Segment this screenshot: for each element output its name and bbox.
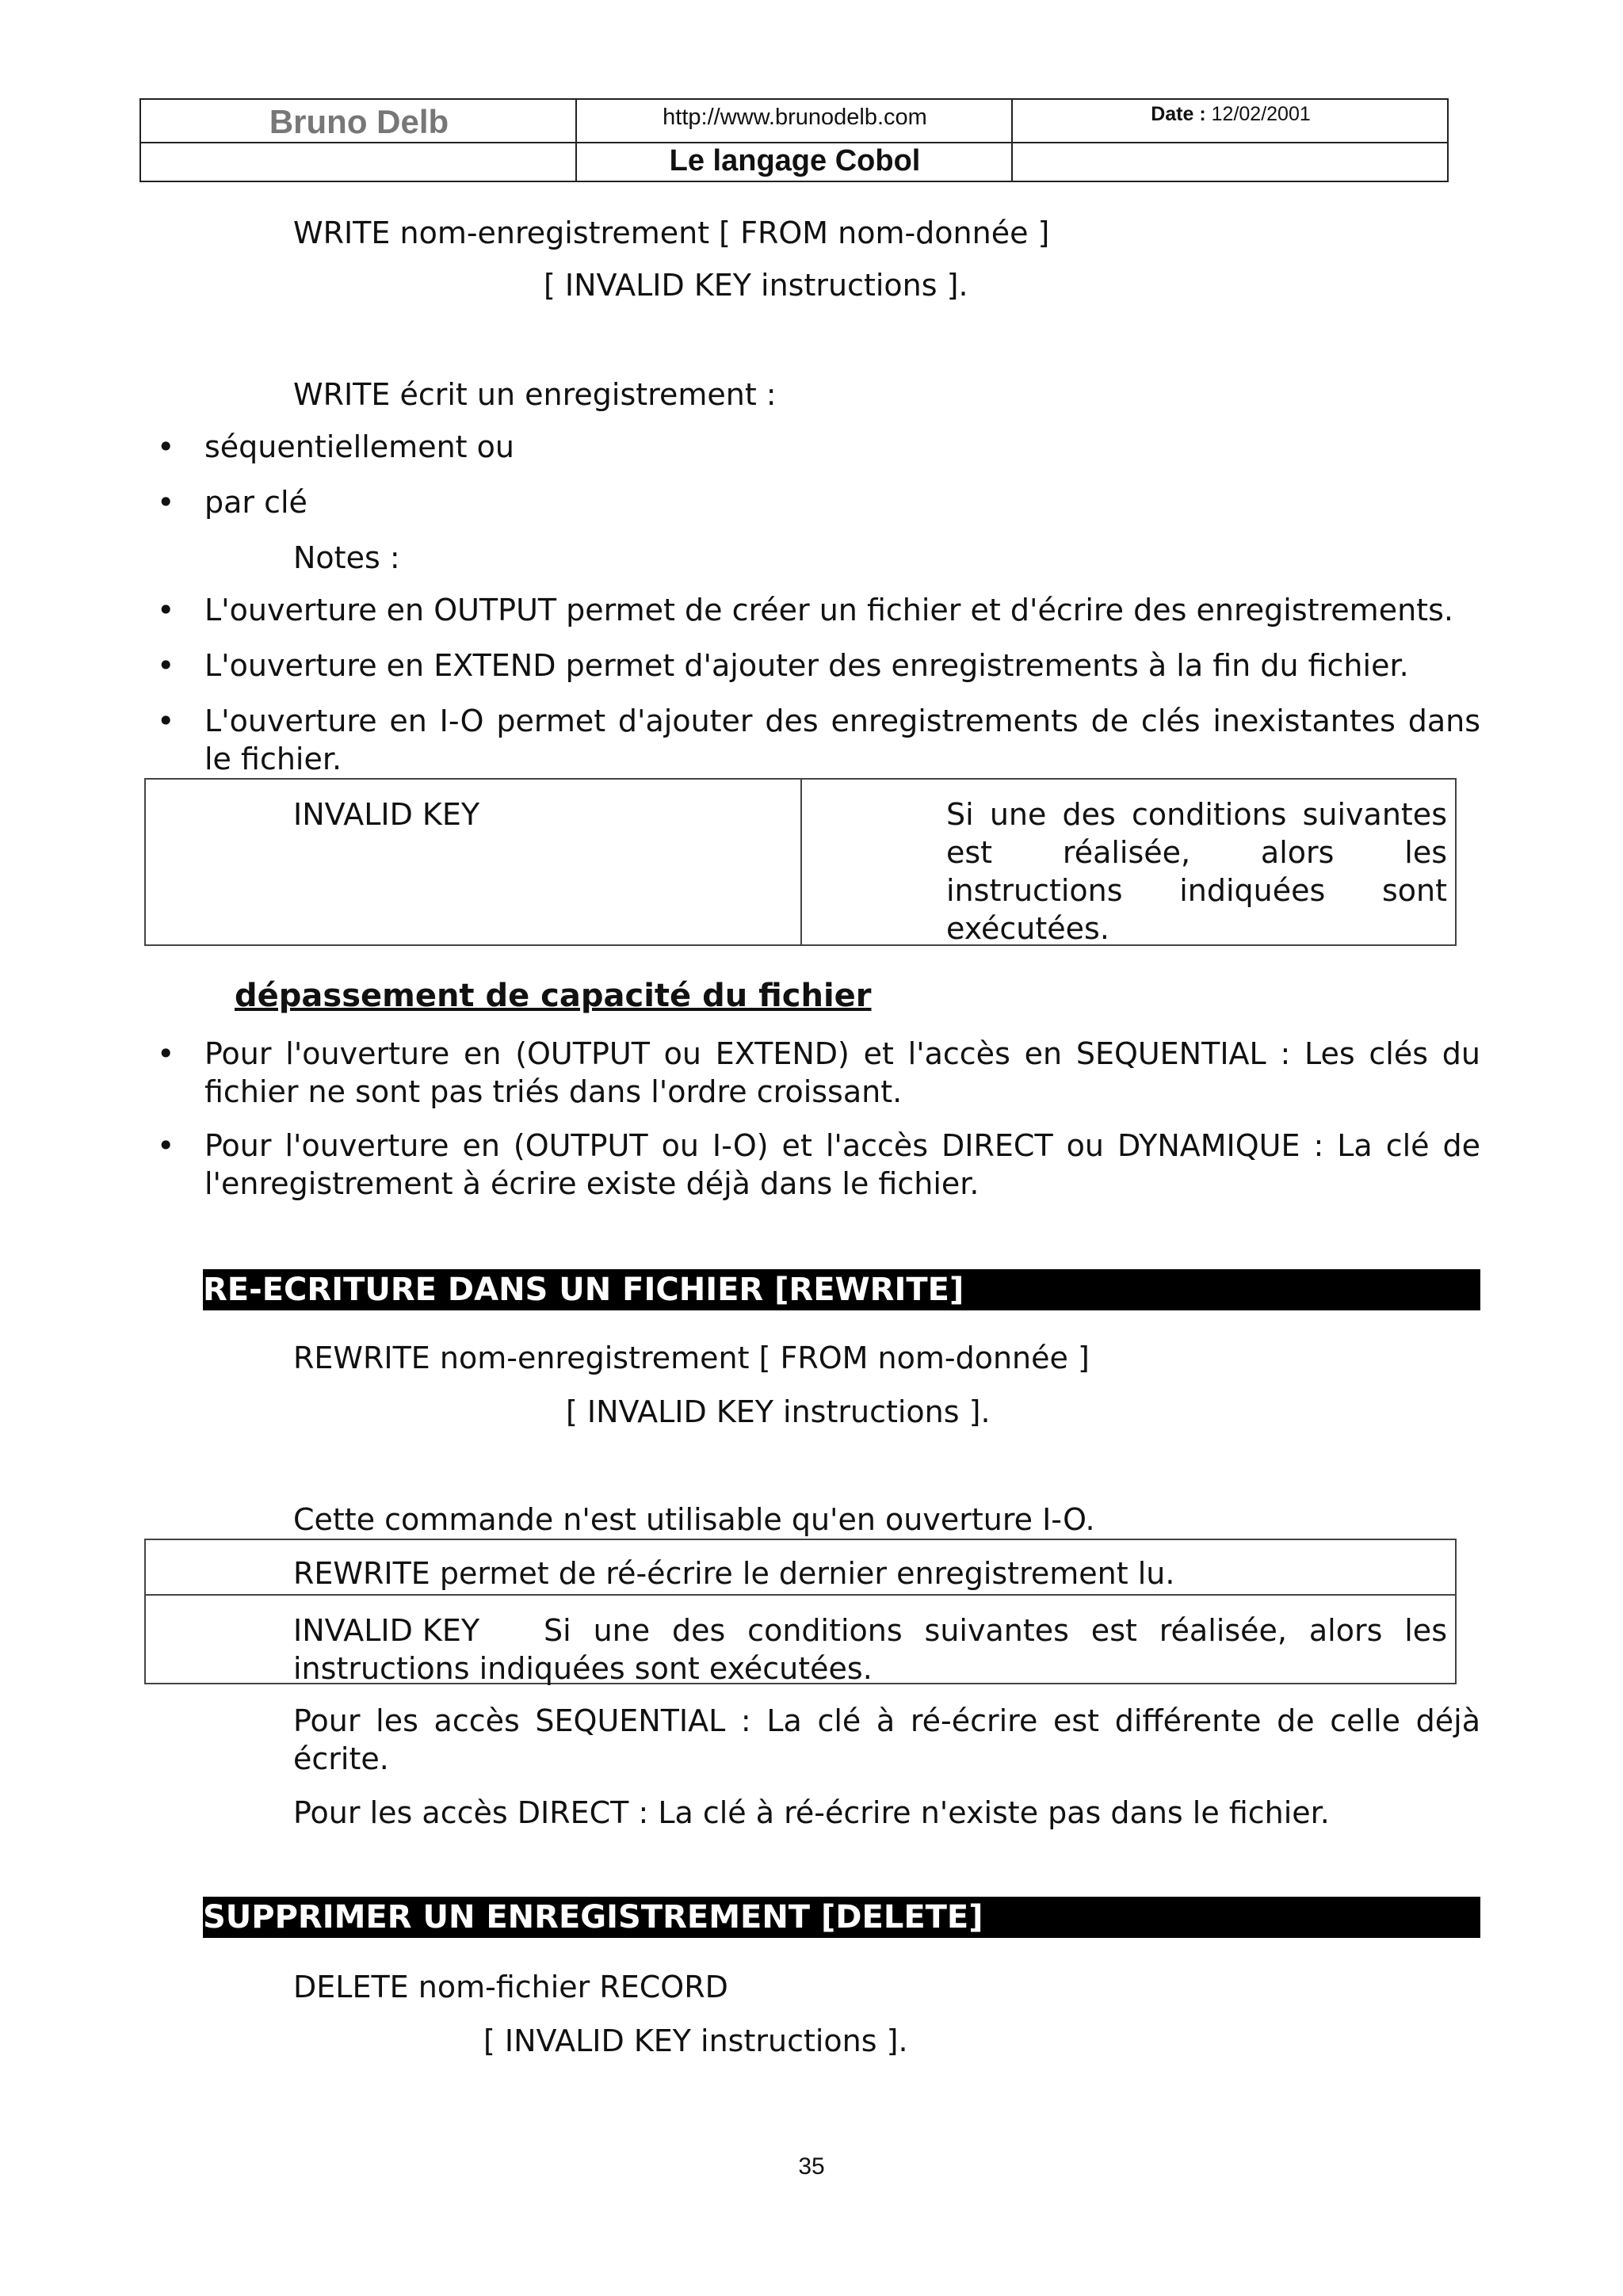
page-number: 35	[798, 2153, 825, 2180]
note-item: L'ouverture en OUTPUT permet de créer un fichier et d'écrire des enregistrements.	[204, 593, 1453, 627]
rewrite-direct-note: Pour les accès DIRECT : La clé à ré-écrire n'existe pas dans le fichier.	[293, 1795, 1330, 1830]
bullet-icon: •	[157, 648, 175, 683]
rewrite-invalid-key-label: INVALID KEY	[293, 1613, 480, 1648]
rewrite-invalid-key-desc-cont: instructions indiquées sont exécutées.	[293, 1651, 873, 1686]
rewrite-syntax-line1: REWRITE nom-enregistrement [ FROM nom-donnée ]	[293, 1341, 1090, 1375]
rewrite-section-heading: RE-ECRITURE DANS UN FICHIER [REWRITE]	[203, 1269, 1480, 1310]
capacity-subheading: dépassement de capacité du fichier	[235, 978, 872, 1014]
table-divider	[800, 780, 802, 944]
bullet-icon: •	[157, 1036, 175, 1071]
bullet-icon: •	[157, 704, 175, 738]
write-intro: WRITE écrit un enregistrement :	[293, 377, 777, 412]
table-divider	[146, 1594, 1455, 1596]
author-name: Bruno Delb	[269, 103, 449, 140]
note-item: L'ouverture en I-O permet d'ajouter des enregistrements de clés inexistantes dans le fichier.	[204, 704, 1480, 776]
note-item: L'ouverture en EXTEND permet d'ajouter des enregistrements à la fin du fichier.	[204, 648, 1409, 683]
bullet-icon: •	[157, 485, 175, 520]
invalid-key-description: Si une des conditions suivantes est réalisée, alors les instructions indiquées sont exécutées.	[946, 797, 1447, 946]
write-mode: séquentiellement ou	[204, 429, 514, 464]
bullet-icon: •	[157, 429, 175, 464]
page-header	[139, 98, 1449, 182]
invalid-key-label: INVALID KEY	[293, 797, 480, 832]
delete-syntax-line2: [ INVALID KEY instructions ].	[483, 2023, 908, 2058]
delete-syntax-line1: DELETE nom-fichier RECORD	[293, 1970, 728, 2004]
website-url: http://www.brunodelb.com	[663, 105, 927, 130]
rewrite-invalid-key-desc: Si une des conditions suivantes est réalisée, alors les	[544, 1613, 1447, 1648]
rewrite-usage: Cette commande n'est utilisable qu'en ouverture I-O.	[293, 1502, 1095, 1537]
rewrite-description: REWRITE permet de ré-écrire le dernier enregistrement lu.	[293, 1556, 1175, 1591]
rewrite-syntax-line2: [ INVALID KEY instructions ].	[566, 1394, 991, 1429]
document-title: Le langage Cobol	[669, 144, 921, 177]
rewrite-sequential-note: Pour les accès SEQUENTIAL : La clé à ré-écrire est différente de celle déjà écrite.	[293, 1703, 1480, 1776]
delete-section-heading: SUPPRIMER UN ENREGISTREMENT [DELETE]	[203, 1897, 1480, 1938]
write-mode: par clé	[204, 485, 307, 520]
write-syntax-line1: WRITE nom-enregistrement [ FROM nom-donnée ]	[293, 215, 1050, 250]
condition-item: Pour l'ouverture en (OUTPUT ou EXTEND) et l'accès en SEQUENTIAL : Les clés du fichier ne sont pas triés dans l'ordre croissant.	[204, 1036, 1480, 1109]
header-divider	[141, 142, 1447, 143]
write-syntax-line2: [ INVALID KEY instructions ].	[544, 268, 968, 303]
document-date: Date : 12/02/2001	[1151, 103, 1311, 125]
bullet-icon: •	[157, 1128, 175, 1163]
bullet-icon: •	[157, 593, 175, 627]
notes-label: Notes :	[293, 540, 400, 575]
condition-item: Pour l'ouverture en (OUTPUT ou I-O) et l'accès DIRECT ou DYNAMIQUE : La clé de l'enregistrement à écrire existe déjà dans le fichier.	[204, 1128, 1480, 1201]
